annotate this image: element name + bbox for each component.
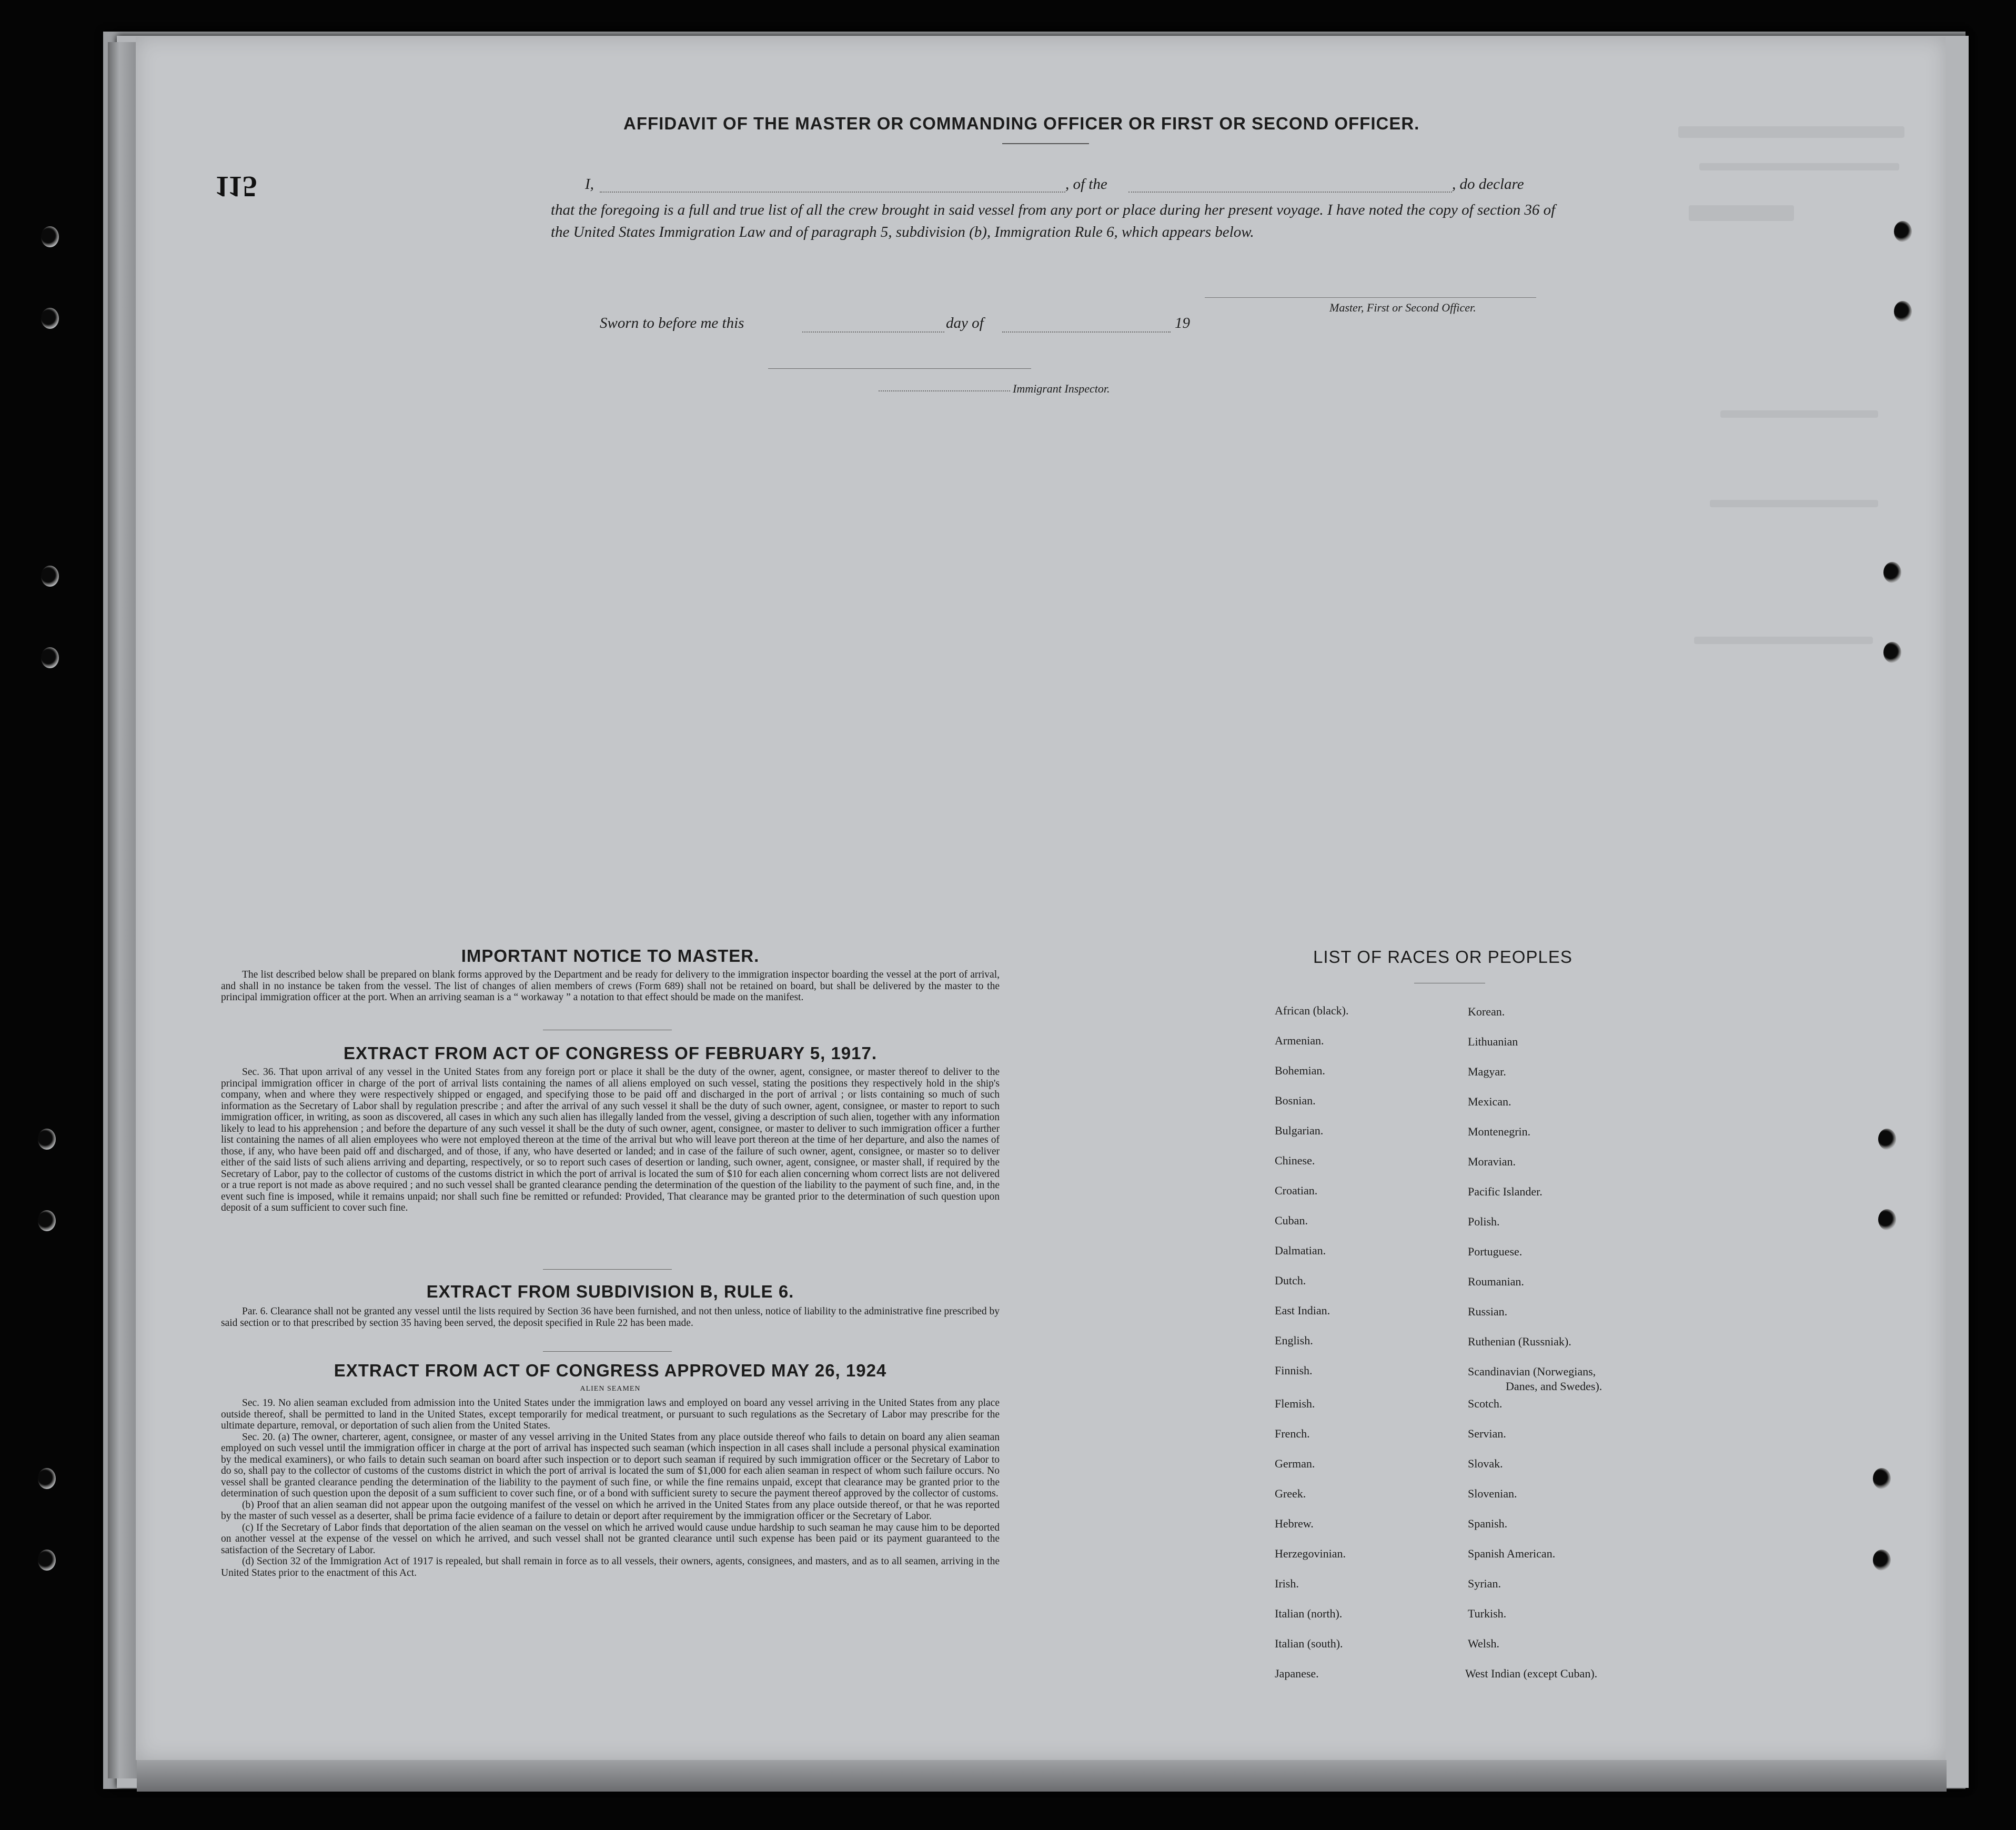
race-item: Chinese. [1275, 1154, 1315, 1167]
binder-hole [38, 1468, 56, 1489]
day-of-label: day of [946, 315, 984, 331]
affidavit-of-the: , of the [1065, 176, 1107, 193]
binder-hole [1883, 642, 1901, 663]
race-item: Montenegrin. [1468, 1125, 1531, 1138]
race-item: Herzegovinian. [1275, 1547, 1346, 1560]
race-item: Scotch. [1468, 1397, 1503, 1410]
binder-hole [41, 308, 59, 329]
race-item: French. [1275, 1427, 1310, 1440]
affidavit-i: I, [585, 176, 594, 193]
extract-1924-paragraph: (c) If the Secretary of Labor finds that deportation of the alien seaman on the vessel on which he arrived would cause undue hardship to such seaman he may cause him to be deported on another vessel at the expense of the vessel on which he arrived, and such vessel shall not be granted clearance until such expense has been paid or its payment guaranteed to the satisfaction of the Secretary of Labor. [221, 1522, 1000, 1556]
day-field [802, 331, 944, 333]
divider [543, 1269, 672, 1270]
inspector-signature-line [768, 368, 1031, 369]
extract-rule6-title: EXTRACT FROM SUBDIVISION B, RULE 6. [426, 1282, 794, 1301]
race-item: Bosnian. [1275, 1094, 1316, 1107]
race-item: Irish. [1275, 1577, 1299, 1590]
extract-1924-paragraph: (b) Proof that an alien seaman did not appear upon the outgoing manifest of the vessel on which he arrived in the United States from any place outside thereof, or that he was reported by the master of such vessel as a deserter, shall be prima facie evidence of a failure to detain or deport after requirement by the immigration officer or the Secretary of Labor. [221, 1499, 1000, 1522]
notice-title: IMPORTANT NOTICE TO MASTER. [461, 946, 760, 966]
binder-hole [1883, 562, 1901, 583]
race-item: East Indian. [1275, 1304, 1330, 1317]
race-item: Magyar. [1468, 1065, 1506, 1078]
binder-hole [1894, 221, 1912, 242]
extract-rule6-body: Par. 6. Clearance shall not be granted any vessel until the lists required by Section 36 have been furnished, and not then unless, notice of liability to the administrative fine prescribed by said section or to that prescribed by section 35 having been served, the deposit specified in Rule 22 has been made. [221, 1306, 1000, 1329]
extract-1924-title: EXTRACT FROM ACT OF CONGRESS APPROVED MAY 26, 1924 [334, 1361, 887, 1380]
race-item: Bohemian. [1275, 1064, 1325, 1077]
vessel-field [1128, 192, 1452, 193]
extract-1924-paragraph: Sec. 19. No alien seaman excluded from admission into the United States under the immigration laws and employed on board any vessel arriving in the United States from any place outside thereof, shall be permitted to land in the United States, except temporarily for medical treatment, or pursuant to such regulations as the Secretary of Labor may prescribe for the ultimate departure, removal, or deportation of such alien from the United States. [221, 1397, 1000, 1431]
race-item: Pacific Islander. [1468, 1185, 1543, 1198]
title-underline [1002, 143, 1089, 144]
binder-hole [1878, 1209, 1896, 1230]
race-item: Cuban. [1275, 1214, 1308, 1227]
race-item-continuation: Danes, and Swedes). [1506, 1380, 1602, 1393]
extract-1924-paragraph: Sec. 20. (a) The owner, charterer, agent, consignee, or master of any vessel arriving in the United States from any place outside thereof who fails to detain on board any alien seaman employed on such vessel until the immigration officer in charge at the port of arrival has inspected such seaman (which inspection in all cases shall include a personal physical examination by the medical examiners), or who fails to detain such seaman on board after such inspection or to deport such seaman if required by such immigration officer or the Secretary of Labor to do so, shall pay to the collector of customs of the customs district in which the port of arrival is located the sum of $1,000 for each alien seaman in respect of whom such failure occurs. No vessel shall be granted clearance pending the determination of the liability to the payment of such fine, or while the fine remains unpaid, except that clearance may be granted prior to the determination of such question upon the deposit of a sum sufficient to cover such fine, or of a bond with sufficient surety to secure the payment thereof approved by the collector of customs. [221, 1431, 1000, 1499]
name-field [600, 192, 1065, 193]
notice-body: The list described below shall be prepared on blank forms approved by the Department and be ready for delivery to the immigration inspector boarding the vessel at the port of arrival, and shall in no instance be taken from the vessel. The list of changes of alien members of crews (Form 689) shall not be retained on board, but shall be delivered by the master to the principal immigration officer at the port. When an arriving seaman is a “ workaway ” a notation to that effect should be made on the manifest. [221, 969, 1000, 1003]
races-title: LIST OF RACES OR PEOPLES [1313, 947, 1573, 967]
race-item: Ruthenian (Russniak). [1468, 1335, 1571, 1348]
race-item: Slovak. [1468, 1457, 1503, 1470]
race-item: Turkish. [1468, 1607, 1507, 1620]
race-item: Syrian. [1468, 1577, 1501, 1590]
race-item: Finnish. [1275, 1364, 1313, 1377]
page-bottom-edge [137, 1760, 1947, 1792]
race-item: Slovenian. [1468, 1487, 1517, 1500]
year-label: 19 [1175, 315, 1190, 331]
binder-hole [41, 226, 59, 247]
binder-hole [38, 1210, 56, 1231]
page-number: 115 [215, 170, 257, 203]
binder-hole [1873, 1550, 1891, 1571]
race-item: Scandinavian (Norwegians, [1468, 1365, 1596, 1378]
extract-1917-body: Sec. 36. That upon arrival of any vessel in the United States from any foreign port or place it shall be the duty of the owner, agent, consignee, or master thereof to deliver to the principal immigration officer in charge of the port of arrival lists containing the names of all aliens employed on such vessel, stating the positions they respectively hold in the ship's company, when and where they were respectively shipped or engaged, and specifying those to be paid off and discharged in the port of arrival ; or lists containing so much of such information as the Secretary of Labor shall by regulation prescribe ; and after the arrival of any such vessel it shall be the duty of such owner, agent, consignee, or master to report to such immigration officer, in writing, as soon as discovered, all cases in which any such alien has illegally landed from the vessel, giving a description of such alien, together with any information likely to lead to his apprehension ; and before the departure of any such vessel it shall be the duty of such owner, agent, consignee, or master to deliver to such immigration officer a further list containing the names of all alien employees who were not employed thereon at the time of the arrival but who will leave port thereon at the time of her departure, and also the names of those, if any, who have been paid off and discharged, and of those, if any, who have deserted or landed; and in case of the failure of such owner, agent, consignee, or master so to deliver either of the said lists of such aliens arriving and departing, respectively, or so to report such cases of desertion or landing, such owner, agent, consignee, or master shall, if required by the Secretary of Labor, pay to the collector of customs of the customs district in which the port of arrival is located the sum of $10 for each alien concerning whom correct lists are not delivered or a true report is not made as above required ; and no such vessel shall be granted clearance pending the determination of the question of the liability to the payment of such fine, and, in the event such fine is imposed, while it remains unpaid; nor shall such fine be remitted or refunded: Provided, That clearance may be granted prior to the determination of such question upon deposit of a sum sufficient to cover such fine. [221, 1067, 1000, 1213]
divider [543, 1351, 672, 1352]
binder-hole [38, 1550, 56, 1571]
inspector-label: Immigrant Inspector. [1013, 382, 1110, 395]
race-item: Spanish. [1468, 1517, 1508, 1530]
race-item: Dutch. [1275, 1274, 1306, 1287]
affidavit-title: AFFIDAVIT OF THE MASTER OR COMMANDING OFFICER OR FIRST OR SECOND OFFICER. [623, 114, 1420, 133]
inspector-line [879, 390, 1010, 391]
race-item: West Indian (except Cuban). [1465, 1667, 1598, 1680]
binder-hole [1894, 301, 1912, 322]
binder-hole [1873, 1468, 1891, 1489]
race-item: English. [1275, 1334, 1313, 1347]
race-item: Croatian. [1275, 1184, 1318, 1197]
bleed-through [1678, 89, 1920, 721]
race-item: Servian. [1468, 1427, 1506, 1440]
race-item: Dalmatian. [1275, 1244, 1326, 1257]
race-item: Flemish. [1275, 1397, 1315, 1410]
extract-1924-body [221, 1397, 1000, 1578]
affidavit-paragraph: that the foregoing is a full and true list of all the crew brought in said vessel from any port or place during her present voyage. I have noted the copy of section 36 of the United States Immigration Law and of paragraph 5, subdivision (b), Immigration Rule 6, which appears below. [551, 202, 1556, 240]
extract-1924-paragraph: (d) Section 32 of the Immigration Act of 1917 is repealed, but shall remain in force as to all vessels, their owners, agents, consignees, and masters, and as to all seamen, arriving in the United States prior to the enactment of this Act. [221, 1556, 1000, 1578]
month-field [1002, 331, 1171, 333]
sworn-label: Sworn to before me this [600, 315, 744, 331]
race-item: Portuguese. [1468, 1245, 1523, 1258]
page-edge [108, 42, 137, 1778]
race-item: Hebrew. [1275, 1517, 1314, 1530]
race-item: African (black). [1275, 1004, 1349, 1017]
race-item: German. [1275, 1457, 1315, 1470]
binder-hole [41, 566, 59, 587]
race-item: Italian (north). [1275, 1607, 1343, 1620]
binder-hole [38, 1129, 56, 1150]
extract-1917-title: EXTRACT FROM ACT OF CONGRESS OF FEBRUARY 5, 1917. [343, 1043, 878, 1063]
race-item: Korean. [1468, 1005, 1505, 1018]
binder-hole [41, 647, 59, 668]
race-item: Russian. [1468, 1305, 1508, 1318]
race-item: Polish. [1468, 1215, 1500, 1228]
binder-hole [1878, 1129, 1896, 1150]
signature-line [1205, 297, 1536, 298]
race-item: Spanish American. [1468, 1547, 1556, 1560]
race-item: Italian (south). [1275, 1637, 1343, 1650]
race-item: Japanese. [1275, 1667, 1319, 1680]
race-item: Mexican. [1468, 1095, 1511, 1108]
race-item: Welsh. [1468, 1637, 1499, 1650]
race-item: Lithuanian [1468, 1035, 1518, 1048]
affidavit-do-declare: , do declare [1452, 176, 1524, 193]
race-item: Roumanian. [1468, 1275, 1524, 1288]
race-item: Bulgarian. [1275, 1124, 1324, 1137]
master-label: Master, First or Second Officer. [1329, 301, 1476, 314]
race-item: Greek. [1275, 1487, 1306, 1500]
race-item: Armenian. [1275, 1034, 1324, 1047]
race-item: Moravian. [1468, 1155, 1516, 1168]
extract-1924-subtitle: ALIEN SEAMEN [580, 1385, 641, 1393]
